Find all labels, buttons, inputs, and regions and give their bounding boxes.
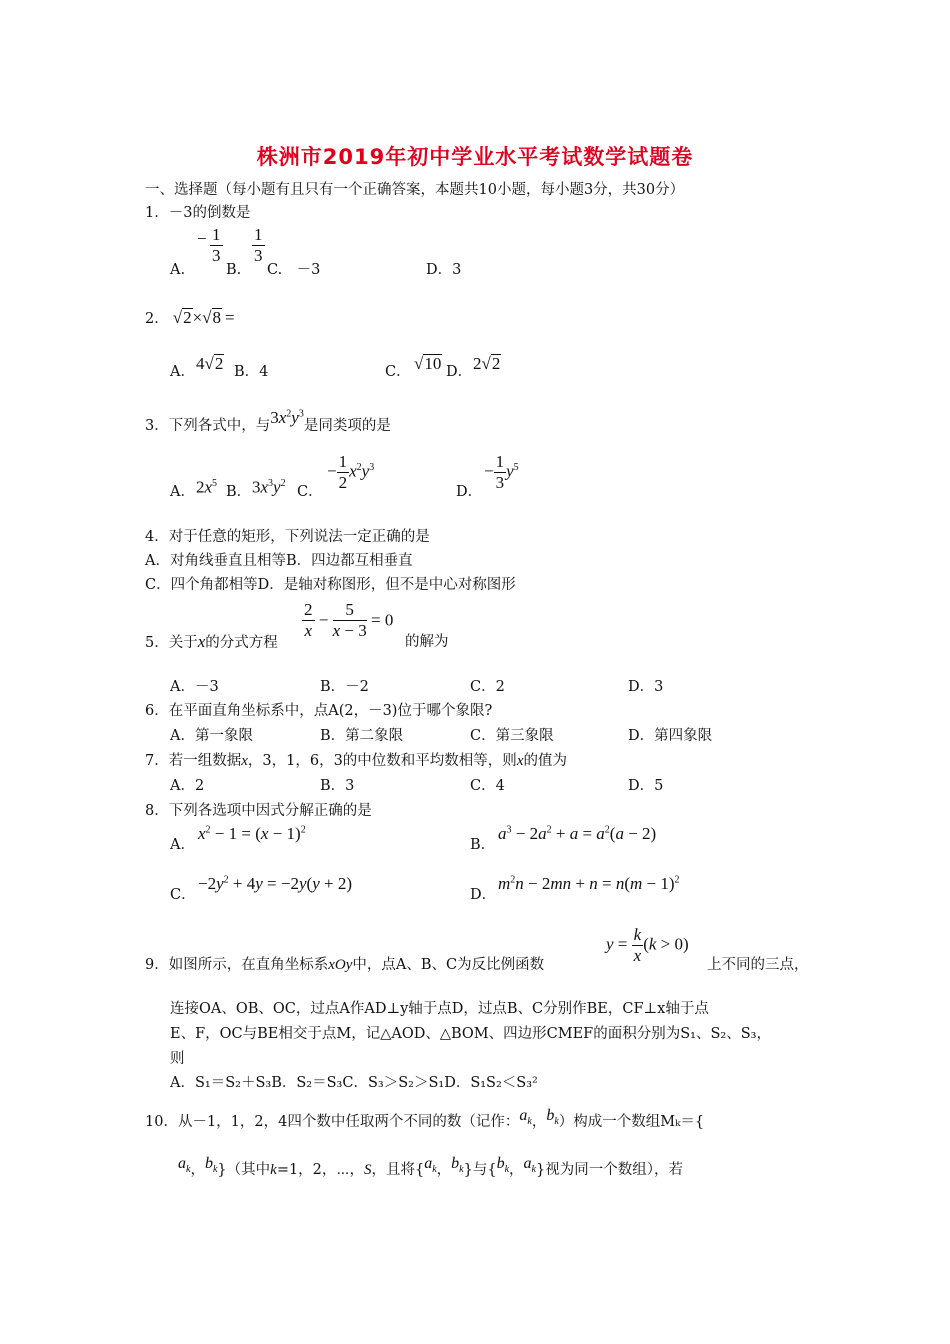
question-9-line-3: E、F，OC与BE相交于点M，记△AOD、△BOM、四边形CMEF的面积分别为S₁、S₂、S₃，: [170, 1026, 771, 1042]
q2-option-d-value: 2√2: [473, 354, 501, 373]
q8-option-c-label: C．: [170, 887, 196, 903]
q1-option-d: D．3: [426, 262, 462, 278]
q1-option-c: C. －3: [267, 262, 321, 278]
question-4-options-ab: A．对角线垂直且相等B．四边都互相垂直: [145, 553, 413, 569]
q8-option-a-value: $x^2 - 1 = (x - 1)^2$: [198, 824, 306, 843]
q3-option-b-value: $3x^3y^2$: [252, 477, 286, 497]
question-9-line-1-tail: 上不同的三点，: [707, 957, 809, 973]
q3-option-c-value: − $\frac{1}{2}$ $x^2y^3$: [327, 452, 375, 492]
question-5-equation: $\frac{2}{x}$ − $\frac{5}{x - 3}$ = 0: [304, 600, 394, 640]
q5-option-d: D．3: [628, 679, 664, 695]
q3-option-a-label: A．: [170, 484, 195, 500]
q2-option-c-label: C．: [385, 364, 411, 380]
q5-option-c: C．2: [470, 679, 505, 695]
section-heading: 一、选择题（每小题有且只有一个正确答案，本题共10小题，每小题3分，共30分）: [145, 182, 685, 198]
q2-option-a-value: 4√2: [196, 354, 224, 373]
q1-option-a-label: A.: [170, 262, 186, 278]
q1-option-b-label: B.: [226, 262, 242, 278]
question-9-line-1: 9．如图所示，在直角坐标系xOy中，点A、B、C为反比例函数: [145, 957, 545, 973]
question-8-stem: 8．下列各选项中因式分解正确的是: [145, 803, 372, 819]
q8-option-b-value: $a^3 - 2a^2 + a = a^2(a - 2)$: [498, 824, 657, 843]
q2-option-d-label: D．: [446, 364, 473, 380]
question-9-line-2: 连接OA、OB、OC，过点A作AD⊥y轴于点D，过点B、C分别作BE，CF⊥x轴于点: [170, 1001, 709, 1017]
q7-option-a: A．2: [170, 778, 205, 794]
q5-option-b: B．－2: [320, 679, 369, 695]
q6-option-a: A．第一象限: [170, 728, 253, 744]
q3-option-b-label: B．: [226, 484, 252, 500]
q7-option-b: B．3: [320, 778, 355, 794]
question-5-stem-tail: 的解为: [405, 634, 449, 650]
q2-option-b: B．4: [234, 364, 269, 380]
q8-option-d-label: D．: [470, 887, 497, 903]
question-1-stem: 1．－3的倒数是: [145, 205, 251, 221]
q1-option-a-fraction: $\frac{1}{3}$: [212, 225, 221, 265]
q8-option-a-label: A．: [170, 837, 195, 853]
q2-option-c-value: √10: [414, 354, 442, 373]
q1-option-b-fraction: $\frac{1}{3}$: [254, 225, 263, 265]
question-9-function: y = $\frac{k}{x}$ (k > 0): [606, 925, 689, 965]
question-2-options: [170, 352, 570, 378]
q8-option-d-value: $m^2n - 2mn + n = n(m - 1)^2$: [498, 874, 680, 893]
q2-option-a-label: A．: [170, 364, 195, 380]
q8-option-c-value: $-2y^2 + 4y = -2y(y + 2)$: [198, 874, 352, 893]
q3-option-d-value: − $\frac{1}{3}$ $y^5$: [484, 452, 519, 492]
q7-option-d: D．5: [628, 778, 664, 794]
question-7-stem: 7．若一组数据x，3，1，6，3的中位数和平均数相等，则x的值为: [145, 753, 567, 769]
q5-option-a: A．－3: [170, 679, 219, 695]
q8-option-b-label: B．: [470, 837, 496, 853]
q6-option-c: C．第三象限: [470, 728, 554, 744]
q3-option-a-value: $2x^5$: [196, 477, 218, 497]
question-3-stem: 3．下列各式中，与$3x^2y^3$是同类项的是: [145, 407, 391, 434]
q3-option-c-label: C．: [297, 484, 323, 500]
q3-option-d-label: D．: [456, 484, 483, 500]
question-10-line-2: $a_k$，$b_k$}（其中k=1，2，⋯，S，且将{$a_k$，$b_k$}与{$b_k$，$a_k$}视为同一个数组），若: [178, 1155, 683, 1178]
question-5-stem-pre: 5．关于x的分式方程: [145, 632, 278, 651]
question-9-options: A．S₁＝S₂＋S₃B．S₂＝S₃C．S₃＞S₂＞S₁D．S₁S₂＜S₃²: [170, 1075, 538, 1091]
question-2-stem: 2． √2×√8 =: [145, 308, 235, 327]
question-10-line-1: 10．从－1，1，2，4四个数中任取两个不同的数（记作：$a_k$，$b_k$）构成一个数组Mₖ＝{: [145, 1107, 705, 1130]
question-3-options: [170, 452, 590, 498]
q7-option-c: C．4: [470, 778, 505, 794]
page-title: 株洲市2019年初中学业水平考试数学试题卷: [256, 145, 694, 169]
q6-option-d: D．第四象限: [628, 728, 713, 744]
question-6-stem: 6．在平面直角坐标系中，点A(2，－3)位于哪个象限?: [145, 703, 493, 719]
question-9-line-4: 则: [170, 1051, 185, 1067]
question-4-options-cd: C．四个角都相等D．是轴对称图形，但不是中心对称图形: [145, 577, 516, 593]
question-4-stem: 4．对于任意的矩形，下列说法一定正确的是: [145, 529, 430, 545]
q6-option-b: B．第二象限: [320, 728, 404, 744]
q1-option-a-neg: −: [197, 229, 207, 248]
